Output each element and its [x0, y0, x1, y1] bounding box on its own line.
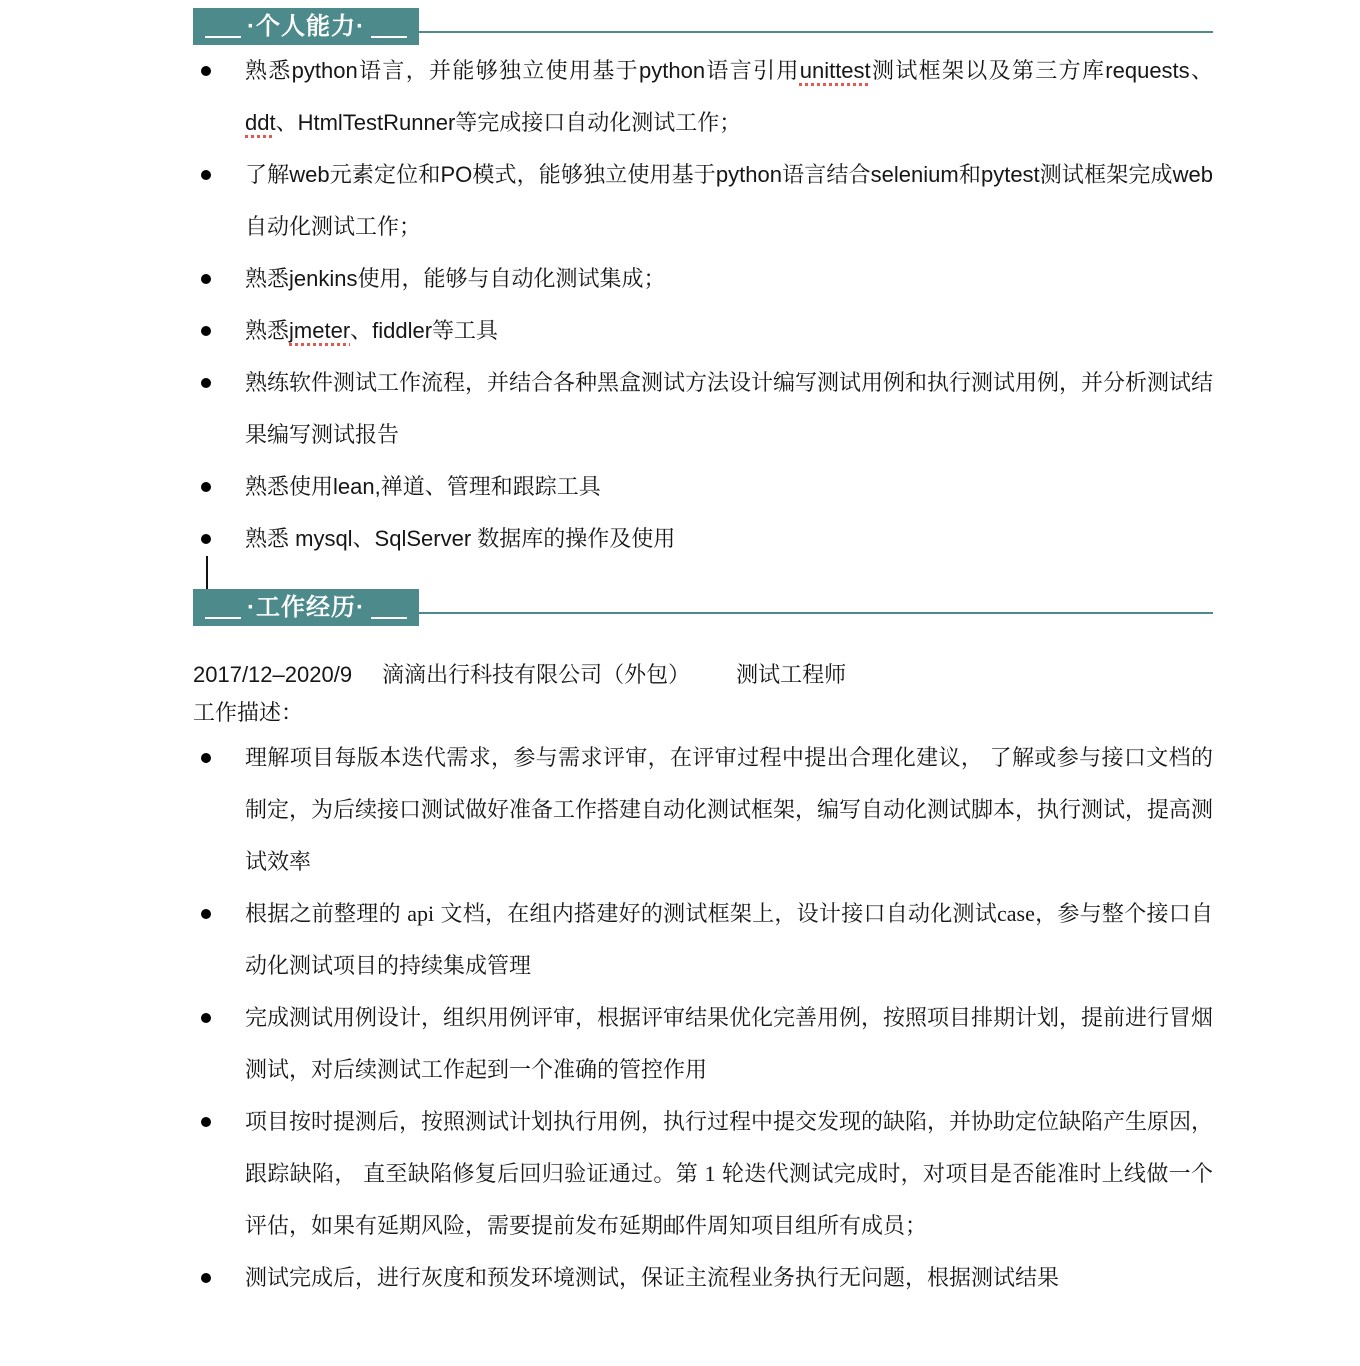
bullet-text-segment: case [997, 901, 1035, 926]
section-rule [419, 31, 1213, 33]
bullet-text-segment: 熟悉 mysql、SqlServer 数据库的操作及使用 [245, 526, 676, 551]
section-badge-skills [193, 8, 419, 45]
bullet-text-segment-misspelled: jmeter [289, 318, 351, 343]
bullet-icon [201, 534, 211, 544]
bullet-text-segment: 测试框架以及第三方库requests、 [870, 58, 1213, 83]
bullet-text-segment: 项目按时提测后，按照测试计划执行用例，执行过程中提交发现的缺陷，并协助定位缺陷产生原因，跟踪缺陷， 直至缺陷修复后回归验证通过。第 [245, 1109, 1214, 1186]
skill-bullet[interactable] [193, 253, 1213, 305]
bullet-icon [201, 1273, 211, 1283]
bullet-icon [201, 378, 211, 388]
badge-underscore-right [371, 36, 407, 38]
bullet-text-segment: 熟悉使用lean,禅道、管理和跟踪工具 [245, 474, 601, 499]
bullet-text-segment: 、HtmlTestRunner等完成接口自动化测试工作； [275, 110, 742, 135]
bullet-text-segment: 熟悉python语言，并能够独立使用基于python语言引用 [245, 58, 800, 83]
experience-bullet[interactable] [193, 732, 1213, 888]
skill-bullet[interactable] [193, 45, 1213, 149]
bullet-text-segment: 轮迭代测试完成时，对项目是否能准时上线做一个评估，如果有延期风险，需要提前发布延期邮件周知项目组所有成员； [245, 1161, 1213, 1238]
skill-bullet[interactable] [193, 149, 1213, 253]
bullet-icon [201, 66, 211, 76]
experience-company: 滴滴出行科技有限公司（外包） [382, 662, 691, 687]
bullet-text-segment: 文档，在组内搭建好的测试框架上，设计接口自动化测试 [434, 901, 998, 926]
bullet-icon [201, 753, 211, 763]
bullet-text-segment: 、fiddler等工具 [350, 318, 499, 343]
bullet-text-segment: ，参与整个接口自动化测试项目的持续集成管理 [245, 901, 1213, 978]
bullet-icon [201, 326, 211, 336]
badge-underscore-right [371, 617, 407, 619]
bullet-text-segment-misspelled: ddt [245, 110, 276, 135]
experience-list [193, 732, 1213, 1304]
bullet-text-segment: 理解项目每版本迭代需求，参与需求评审，在评审过程中提出合理化建议， 了解或参与接口文档的制定，为后续接口测试做好准备工作搭建自动化测试框架，编写自动化测试脚本，执行测试，提高测试效率 [245, 745, 1214, 874]
bullet-text-segment: api [407, 901, 435, 926]
experience-meta-line [193, 656, 1213, 694]
bullet-icon [201, 1117, 211, 1127]
skills-list [193, 45, 1213, 565]
bullet-icon [201, 1013, 211, 1023]
badge-underscore-left [205, 617, 241, 619]
section-title-skills: ·个人能力· [247, 13, 365, 40]
section-header-skills [193, 8, 1213, 45]
bullet-text-segment: 测试完成后，进行灰度和预发环境测试，保证主流程业务执行无问题，根据测试结果 [245, 1265, 1060, 1290]
bullet-text-segment: 了解web元素定位和PO模式，能够独立使用基于python语言结合selenium和pytest测试框架完成web自动化测试工作； [245, 162, 1213, 239]
skill-bullet[interactable] [193, 305, 1213, 357]
experience-role: 测试工程师 [736, 662, 847, 687]
bullet-text-segment-misspelled: unittest [799, 58, 871, 83]
section-badge-experience [193, 589, 419, 626]
experience-description-label: 工作描述： [193, 700, 304, 725]
skill-bullet[interactable] [193, 357, 1213, 461]
experience-bullet[interactable] [193, 992, 1213, 1096]
section-title-experience: ·工作经历· [247, 594, 365, 621]
bullet-text-segment: 1 [704, 1161, 716, 1186]
bullet-icon [201, 274, 211, 284]
section-header-experience [193, 589, 1213, 626]
experience-date: 2017/12–2020/9 [193, 662, 353, 687]
bullet-text-segment: 熟练软件测试工作流程，并结合各种黑盒测试方法设计编写测试用例和执行测试用例，并分析测试结果编写测试报告 [245, 370, 1214, 447]
experience-bullet[interactable] [193, 1252, 1213, 1304]
bullet-icon [201, 482, 211, 492]
bullet-text-segment: 熟悉 [245, 318, 290, 343]
experience-bullet[interactable] [193, 1096, 1213, 1252]
bullet-text-segment: 根据之前整理的 [245, 901, 408, 926]
skill-bullet[interactable] [193, 461, 1213, 513]
experience-bullet[interactable] [193, 888, 1213, 992]
bullet-icon [201, 909, 211, 919]
bullet-icon [201, 170, 211, 180]
section-rule [419, 612, 1213, 614]
bullet-text-segment: 熟悉jenkins使用，能够与自动化测试集成； [245, 266, 666, 291]
bullet-text-segment: 完成测试用例设计，组织用例评审，根据评审结果优化完善用例，按照项目排期计划，提前进行冒烟测试，对后续测试工作起到一个准确的管控作用 [245, 1005, 1214, 1082]
badge-underscore-left [205, 36, 241, 38]
skill-bullet[interactable] [193, 513, 1213, 565]
experience-meta[interactable] [193, 656, 1213, 732]
